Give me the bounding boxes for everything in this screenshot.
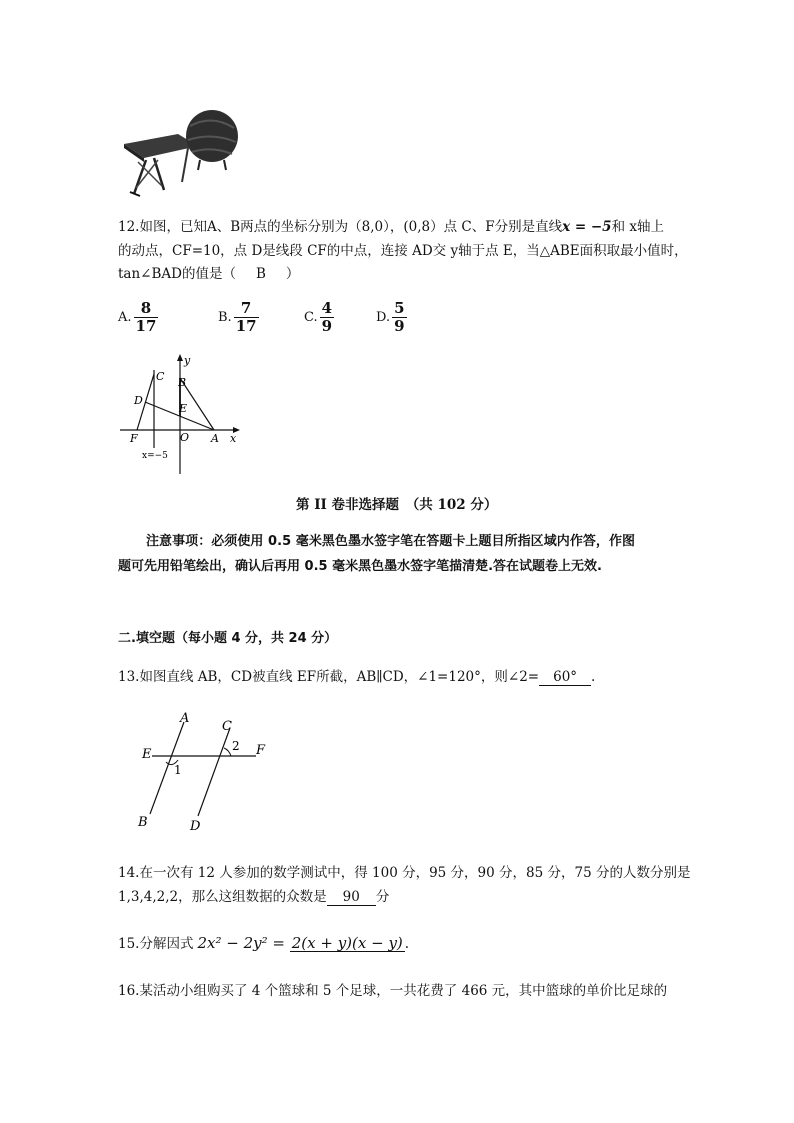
label-e: E: [179, 402, 188, 415]
q15-end: .: [404, 936, 410, 952]
q14-line-2: [118, 886, 389, 908]
q15-line: [118, 932, 409, 955]
q15-text: 15.分解因式: [118, 936, 194, 952]
q12-option-a: [118, 300, 158, 335]
q15-expression: 2x² − 2y²: [197, 934, 268, 952]
label-f: F: [256, 743, 266, 758]
denominator: 17: [135, 317, 157, 335]
q14-answer: 90: [327, 889, 376, 906]
numerator: 4: [321, 299, 333, 317]
q12-text: 12.如图，已知A、B两点的坐标分别为（8,0），(0,8）点 C、F分别是直线: [118, 219, 563, 235]
q12-answer: B: [255, 266, 266, 282]
q13-answer: 60°: [539, 669, 591, 686]
section-heading-fill-in: 二.填空题（每小题 4 分，共 24 分）: [118, 631, 338, 646]
notice-line-1: 注意事项：必须使用 0.5 毫米黑色墨水签字笔在答题卡上题目所指区域内作答，作图: [146, 534, 636, 549]
q12-coordinate-figure: [112, 350, 252, 478]
denominator: 9: [321, 317, 333, 335]
notice-line-2: 题可先用铅笔绘出，确认后再用 0.5 毫米黑色墨水签字笔描清楚.答在试题卷上无效.: [118, 559, 602, 574]
q12-line-1: [118, 216, 664, 238]
q12-option-c: [304, 300, 334, 335]
numerator: 5: [394, 299, 405, 317]
option-label: B.: [218, 310, 232, 325]
q12-close-paren: ）: [285, 266, 300, 282]
q14-unit: 分: [375, 889, 390, 905]
denominator: 17: [235, 317, 257, 335]
q13-line: [118, 666, 595, 688]
q13-parallel-lines-figure: [132, 708, 278, 836]
q12-option-d: [376, 300, 407, 335]
numerator: 7: [234, 300, 259, 318]
option-fraction: [320, 300, 334, 335]
label-d: D: [190, 819, 201, 834]
table-and-ball-photo: [118, 104, 248, 200]
label-c: C: [156, 370, 165, 383]
label-b: B: [178, 376, 187, 389]
q12-line-2: 的动点，CF=10，点 D是线段 CF的中点，连接 AD交 y轴于点 E，当△ABE面积取最小值时，: [118, 243, 688, 259]
part2-title: 第 II 卷非选择题 （共 102 分）: [296, 497, 498, 513]
angle-2-arc: [224, 748, 231, 756]
option-label: A.: [118, 310, 132, 325]
option-label: D.: [376, 310, 391, 325]
label-a: A: [211, 432, 219, 445]
label-line: x=−5: [142, 451, 168, 461]
label-x: x: [230, 432, 237, 445]
denominator: 9: [394, 317, 405, 335]
numerator: 8: [134, 300, 159, 318]
q15-equals: =: [267, 934, 290, 952]
y-axis-arrow: [177, 354, 183, 361]
q15-answer: 2(x + y)(x − y): [291, 934, 403, 952]
label-e: E: [142, 747, 152, 762]
q14-line-1: 14.在一次有 12 人参加的数学测试中，得 100 分，95 分，90 分，85 分，75 分的人数分别是: [118, 865, 691, 881]
q13-text: 13.如图直线 AB，CD被直线 EF所截，AB∥CD，∠1=120°，则∠2=: [118, 669, 540, 685]
label-a: A: [180, 711, 190, 726]
q12-line-3: [118, 263, 299, 285]
option-fraction: [134, 300, 159, 335]
label-y: y: [184, 354, 191, 367]
label-b: B: [138, 815, 148, 830]
line-cd: [198, 728, 230, 816]
q12-question: tan∠BAD的值是（: [118, 266, 236, 282]
option-fraction: [392, 300, 406, 335]
label-o: O: [180, 431, 190, 444]
q14-question: 1,3,4,2,2，那么这组数据的众数是: [118, 889, 327, 905]
label-d: D: [134, 394, 143, 407]
label-2: 2: [232, 739, 240, 753]
q13-end: .: [591, 669, 596, 685]
label-f: F: [130, 432, 138, 445]
q12-line-equation: x = −5: [562, 219, 612, 235]
q12-text-tail: 和 x轴上: [611, 219, 664, 235]
label-c: C: [222, 719, 232, 734]
label-1: 1: [174, 763, 182, 777]
q16-line: 16.某活动小组购买了 4 个篮球和 5 个足球，一共花费了 466 元，其中篮球的单价比足球的: [118, 983, 668, 999]
q12-option-b: [218, 300, 259, 335]
option-label: C.: [304, 310, 318, 325]
option-fraction: [234, 300, 259, 335]
